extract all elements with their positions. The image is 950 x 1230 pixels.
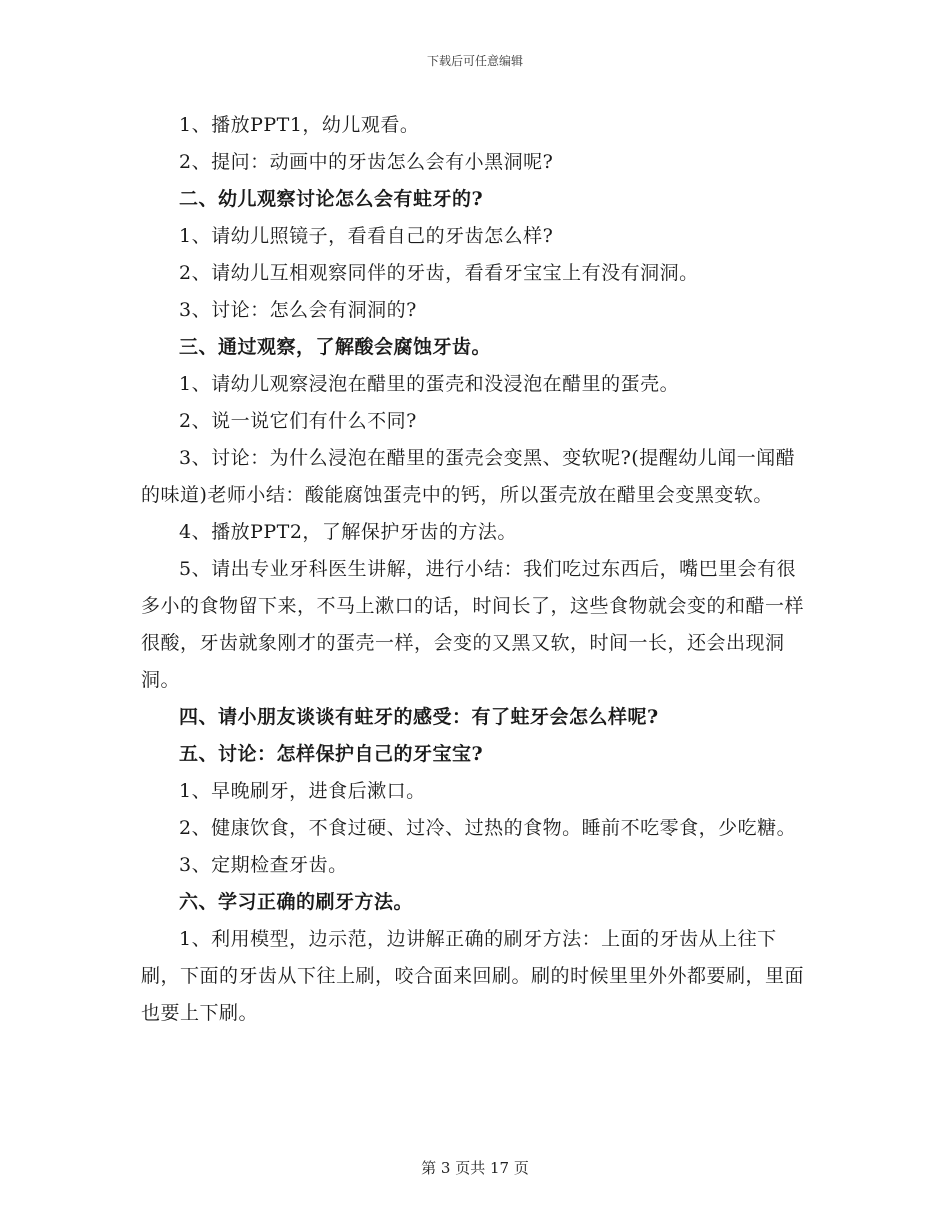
paragraph: 2、健康饮食，不食过硬、过冷、过热的食物。睡前不吃零食，少吃糖。 xyxy=(179,817,797,839)
paragraph: 2、说一说它们有什么不同? xyxy=(179,410,417,432)
paragraph: 2、请幼儿互相观察同伴的牙齿，看看牙宝宝上有没有洞洞。 xyxy=(179,262,699,284)
paragraph: 3、定期检查牙齿。 xyxy=(179,854,348,876)
paragraph: 3、讨论：怎么会有洞洞的? xyxy=(179,299,417,321)
page-header: 下载后可任意编辑 xyxy=(426,54,523,68)
document-body xyxy=(141,107,809,1032)
paragraph: 1、利用模型，边示范，边讲解正确的刷牙方法：上面的牙齿从上往下刷，下面的牙齿从下往上刷，咬合面来回刷。刷的时候里里外外都要刷，里面也要上下刷。 xyxy=(141,928,805,1024)
section-heading: 五、讨论：怎样保护自己的牙宝宝? xyxy=(179,743,484,765)
paragraph: 5、请出专业牙科医生讲解，进行小结：我们吃过东西后，嘴巴里会有很多小的食物留下来，不马上漱口的话，时间长了，这些食物就会变的和醋一样很酸，牙齿就象刚才的蛋壳一样，会变的又黑又软，时间一长，还会出现洞洞。 xyxy=(141,558,805,691)
section-heading: 三、通过观察，了解酸会腐蚀牙齿。 xyxy=(179,336,492,358)
paragraph: 4、播放PPT2，了解保护牙齿的方法。 xyxy=(179,521,517,543)
page-footer: 第 3 页共 17 页 xyxy=(421,1159,529,1177)
section-heading: 四、请小朋友谈谈有蛀牙的感受：有了蛀牙会怎么样呢? xyxy=(179,706,659,728)
paragraph: 1、早晚刷牙，进食后漱口。 xyxy=(179,780,426,802)
paragraph: 1、请幼儿观察浸泡在醋里的蛋壳和没浸泡在醋里的蛋壳。 xyxy=(179,373,680,395)
paragraph: 3、讨论：为什么浸泡在醋里的蛋壳会变黑、变软呢?(提醒幼儿闻一闻醋的味道)老师小结：酸能腐蚀蛋壳中的钙，所以蛋壳放在醋里会变黑变软。 xyxy=(141,447,796,506)
paragraph: 1、请幼儿照镜子，看看自己的牙齿怎么样? xyxy=(179,225,554,247)
section-heading: 六、学习正确的刷牙方法。 xyxy=(179,891,414,913)
paragraph: 2、提问：动画中的牙齿怎么会有小黑洞呢? xyxy=(179,151,554,173)
section-heading: 二、幼儿观察讨论怎么会有蛀牙的? xyxy=(179,188,484,210)
paragraph: 1、播放PPT1，幼儿观看。 xyxy=(179,114,420,136)
